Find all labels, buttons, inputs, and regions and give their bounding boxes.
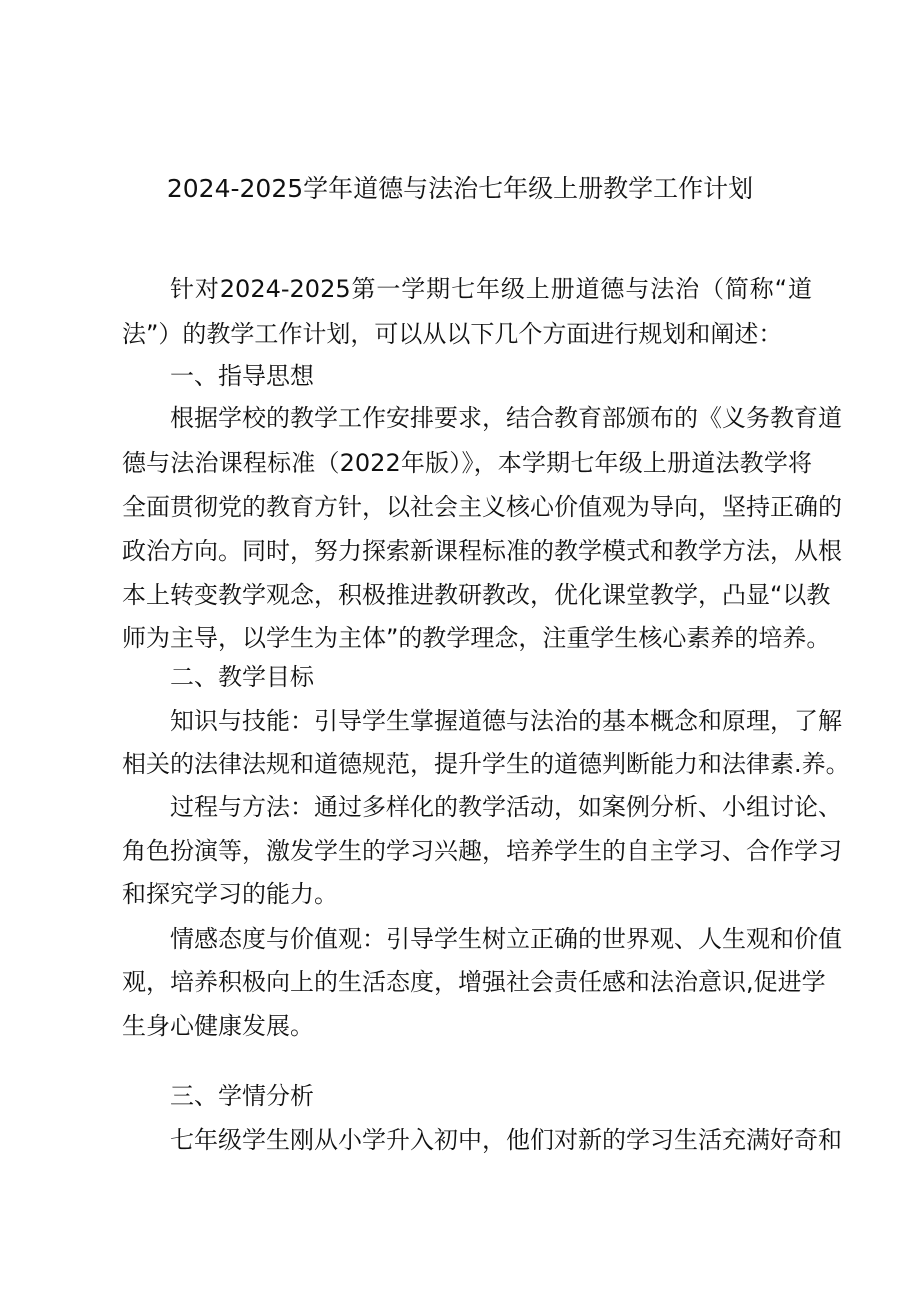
process-line-1: 过程与方法：通过多样化的教学活动，如案例分析、小组讨论、 <box>170 793 842 821</box>
knowledge-line-2: 相关的法律法规和道德规范，提升学生的道德判断能力和法律素.养。 <box>122 750 850 778</box>
intro-line-2: 法”）的教学工作计划，可以从以下几个方面进行规划和阐述： <box>122 320 783 348</box>
section1-line-4: 政治方向。同时，努力探索新课程标准的教学模式和教学方法，从根 <box>122 537 842 565</box>
emotion-line-3: 生身心健康发展。 <box>122 1012 314 1040</box>
section1-line-5: 本上转变教学观念，积极推进教研教改，优化课堂教学，凸显“以教 <box>122 581 831 609</box>
section3-heading: 三、学情分析 <box>170 1082 314 1110</box>
process-line-3: 和探究学习的能力。 <box>122 880 338 908</box>
section2-heading: 二、教学目标 <box>170 663 314 691</box>
section1-line-1: 根据学校的教学工作安排要求，结合教育部颁布的《义务教育道 <box>170 404 842 432</box>
section1-heading: 一、指导思想 <box>170 362 314 390</box>
process-line-2: 角色扮演等，激发学生的学习兴趣，培养学生的自主学习、合作学习 <box>122 837 842 865</box>
intro-line-1: 针对2024-2025第一学期七年级上册道德与法治（简称“道 <box>170 275 812 303</box>
section3-line-1: 七年级学生刚从小学升入初中，他们对新的学习生活充满好奇和 <box>170 1126 842 1154</box>
emotion-line-2: 观，培养积极向上的生活态度，增强社会责任感和法治意识,促进学 <box>122 968 826 996</box>
emotion-line-1: 情感态度与价值观：引导学生树立正确的世界观、人生观和价值 <box>170 925 842 953</box>
knowledge-line-1: 知识与技能：引导学生掌握道德与法治的基本概念和原理，了解 <box>170 707 842 735</box>
section1-line-6: 师为主导，以学生为主体”的教学理念，注重学生核心素养的培养。 <box>122 624 831 652</box>
section1-line-3: 全面贯彻党的教育方针，以社会主义核心价值观为导向，坚持正确的 <box>122 493 842 521</box>
document-title: 2024-2025学年道德与法治七年级上册教学工作计划 <box>166 174 754 203</box>
section1-line-2: 德与法治课程标准（2022年版）》，本学期七年级上册道法教学将 <box>122 449 812 477</box>
